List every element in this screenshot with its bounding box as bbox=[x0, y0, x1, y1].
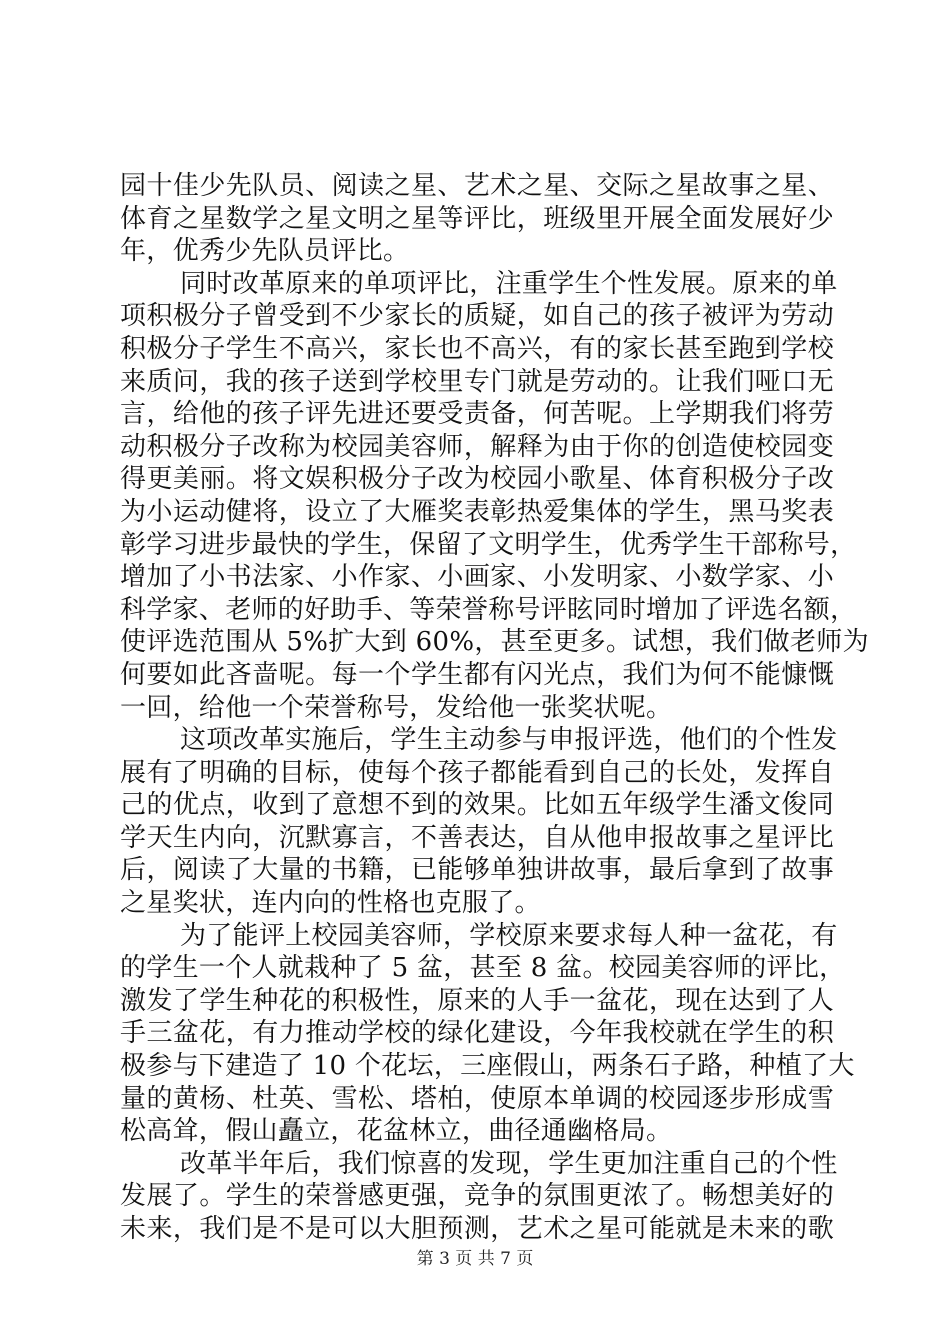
page-footer: 第 3 页 共 7 页 bbox=[416, 1249, 534, 1269]
text-line: 后，阅读了大量的书籍，已能够单独讲故事，最后拿到了故事 bbox=[120, 855, 834, 886]
text-line: 动积极分子改称为校园美容师，解释为由于你的创造使校园变 bbox=[120, 431, 834, 462]
text-line: 来质问，我的孩子送到学校里专门就是劳动的。让我们哑口无 bbox=[120, 366, 834, 397]
text-line: 激发了学生种花的积极性，原来的人手一盆花，现在达到了人 bbox=[120, 985, 834, 1016]
text-line: 同时改革原来的单项评比，注重学生个性发展。原来的单 bbox=[180, 268, 838, 299]
text-line: 彰学习进步最快的学生，保留了文明学生，优秀学生干部称号， bbox=[120, 529, 857, 560]
text-line: 使评选范围从 5%扩大到 60%，甚至更多。试想，我们做老师为 bbox=[120, 627, 869, 658]
text-line: 科学家、老师的好助手、等荣誉称号评眩同时增加了评选名额， bbox=[120, 594, 857, 625]
text-line: 得更美丽。将文娱积极分子改为校园小歌星、体育积极分子改 bbox=[120, 464, 834, 495]
text-line: 之星奖状，连内向的性格也克服了。 bbox=[120, 888, 541, 919]
text-line: 展有了明确的目标，使每个孩子都能看到自己的长处，发挥自 bbox=[120, 757, 834, 788]
text-line: 学天生内向，沉默寡言，不善表达，自从他申报故事之星评比 bbox=[120, 822, 834, 853]
text-line: 年，优秀少先队员评比。 bbox=[120, 236, 410, 267]
text-line: 量的黄杨、杜英、雪松、塔柏，使原本单调的校园逐步形成雪 bbox=[120, 1083, 834, 1114]
text-line: 一回，给他一个荣誉称号，发给他一张奖状呢。 bbox=[120, 692, 673, 723]
text-line: 为小运动健将，设立了大雁奖表彰热爱集体的学生，黑马奖表 bbox=[120, 496, 834, 527]
text-line: 为了能评上校园美容师，学校原来要求每人种一盆花，有 bbox=[180, 920, 838, 951]
text-line: 何要如此吝啬呢。每一个学生都有闪光点，我们为何不能慷慨 bbox=[120, 659, 834, 690]
text-line: 发展了。学生的荣誉感更强，竞争的氛围更浓了。畅想美好的 bbox=[120, 1181, 834, 1212]
text-line: 言，给他的孩子评先进还要受责备，何苦呢。上学期我们将劳 bbox=[120, 399, 834, 430]
text-line: 改革半年后，我们惊喜的发现，学生更加注重自己的个性 bbox=[180, 1148, 838, 1179]
text-line: 的学生一个人就栽种了 5 盆，甚至 8 盆。校园美容师的评比， bbox=[120, 953, 846, 984]
text-line: 项积极分子曾受到不少家长的质疑，如自己的孩子被评为劳动 bbox=[120, 301, 834, 332]
text-line: 未来，我们是不是可以大胆预测，艺术之星可能就是未来的歌 bbox=[120, 1214, 834, 1244]
text-line: 极参与下建造了 10 个花坛，三座假山，两条石子路，种植了大 bbox=[120, 1051, 855, 1082]
text-line: 增加了小书法家、小作家、小画家、小发明家、小数学家、小 bbox=[120, 562, 834, 593]
text-line: 积极分子学生不高兴，家长也不高兴，有的家长甚至跑到学校 bbox=[120, 333, 834, 364]
text-line: 这项改革实施后，学生主动参与申报评选，他们的个性发 bbox=[180, 725, 838, 756]
text-line: 手三盆花，有力推动学校的绿化建设，今年我校就在学生的积 bbox=[120, 1018, 834, 1049]
text-line: 园十佳少先队员、阅读之星、艺术之星、交际之星故事之星、 bbox=[120, 171, 834, 201]
document-body bbox=[120, 170, 869, 1246]
text-line: 体育之星数学之星文明之星等评比，班级里开展全面发展好少 bbox=[120, 203, 834, 234]
text-line: 己的优点，收到了意想不到的效果。比如五年级学生潘文俊同 bbox=[120, 790, 834, 821]
text-line: 松高耸，假山矗立，花盆林立，曲径通幽格局。 bbox=[120, 1116, 673, 1147]
